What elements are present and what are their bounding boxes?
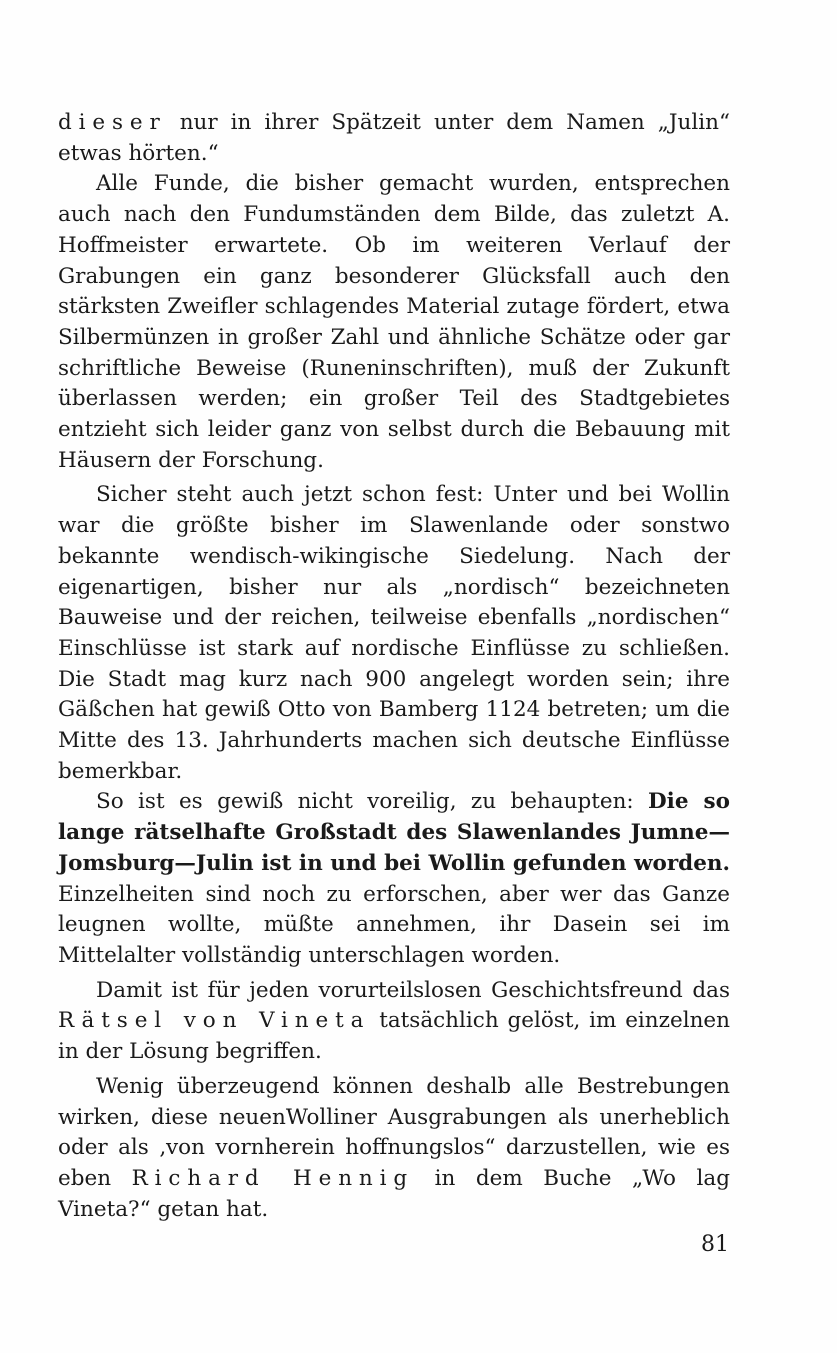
paragraph-3: [58, 480, 730, 787]
paragraph-2: [58, 169, 730, 476]
paragraph-4: [58, 787, 730, 971]
bold-statement: Die so lange rätselhafte Großstadt des Slawenlandes Jumne—Jomsburg—Julin ist in und bei Wollin gefunden worden.: [58, 789, 730, 876]
text-run: Sicher steht auch jetzt schon fest: Unter und bei Wollin war die größte bisher im Slawenlande oder sonstwo bekannte wendisch-wikingische Siedelung. Nach der eigenartigen, bisher nur als „nordisch“ bezeichneten Bauweise und der reichen, teilweise ebenfalls „nordischen“ Einschlüsse ist stark auf nordische Einflüsse zu schließen. Die Stadt mag kurz nach 900 angelegt worden sein; ihre Gäßchen hat gewiß Otto von Bamberg 1124 betreten; um die Mitte des 13. Jahrhunderts machen sich deutsche Einflüsse bemerkbar.: [58, 482, 730, 784]
text-run: Damit ist für jeden vorurteilslosen Geschichtsfreund das: [96, 977, 730, 1003]
text-run: Einzelheiten sind noch zu erforschen, aber wer das Ganze leugnen wollte, müßte annehmen, ihr Dasein sei im Mittelalter vollständig unterschlagen worden.: [58, 881, 730, 968]
text-run: in dem Buche „Wo lag Vineta?“ getan hat.: [58, 1165, 730, 1222]
text-run: tatsächlich gelöst, im einzelnen in der Lösung begriffen.: [58, 1008, 730, 1065]
spaced-author-name: Richard Hennig: [131, 1165, 415, 1191]
page-number: 81: [701, 1232, 729, 1257]
paragraph-6: [58, 1072, 730, 1226]
text-run: Alle Funde, die bisher gemacht wurden, entsprechen auch nach den Fundumständen dem Bilde, das zuletzt A. Hoffmeister erwartete. Ob im weiteren Verlauf der Grabungen ein ganz besonderer Glücksfall auch den stärksten Zweifler schlagendes Material zutage fördert, etwa Silbermünzen in großer Zahl und ähnliche Schätze oder gar schriftliche Beweise (Runeninschriften), muß der Zukunft überlassen werden; ein großer Teil des Stadtgebietes entzieht sich leider ganz von selbst durch die Bebauung mit Häusern der Forschung.: [58, 171, 730, 473]
paragraph-5: [58, 976, 730, 1068]
text-run: nur in ihrer Spätzeit unter dem Namen „Julin“ etwas hörten.“: [58, 110, 730, 166]
text-run: So ist es gewiß nicht voreilig, zu behaupten:: [96, 789, 649, 815]
body-text: [58, 108, 730, 1225]
spaced-phrase: Rätsel von Vineta: [58, 1008, 371, 1034]
text-run: Wenig überzeugend können deshalb alle Bestrebungen wirken, diese neuenWolliner Ausgrabungen als unerheblich oder als ‚von vornherein hoffnungslos“ darzustellen, wie es eben: [58, 1073, 730, 1191]
paragraph-1: [58, 108, 730, 169]
spaced-word: dieser: [58, 110, 167, 135]
